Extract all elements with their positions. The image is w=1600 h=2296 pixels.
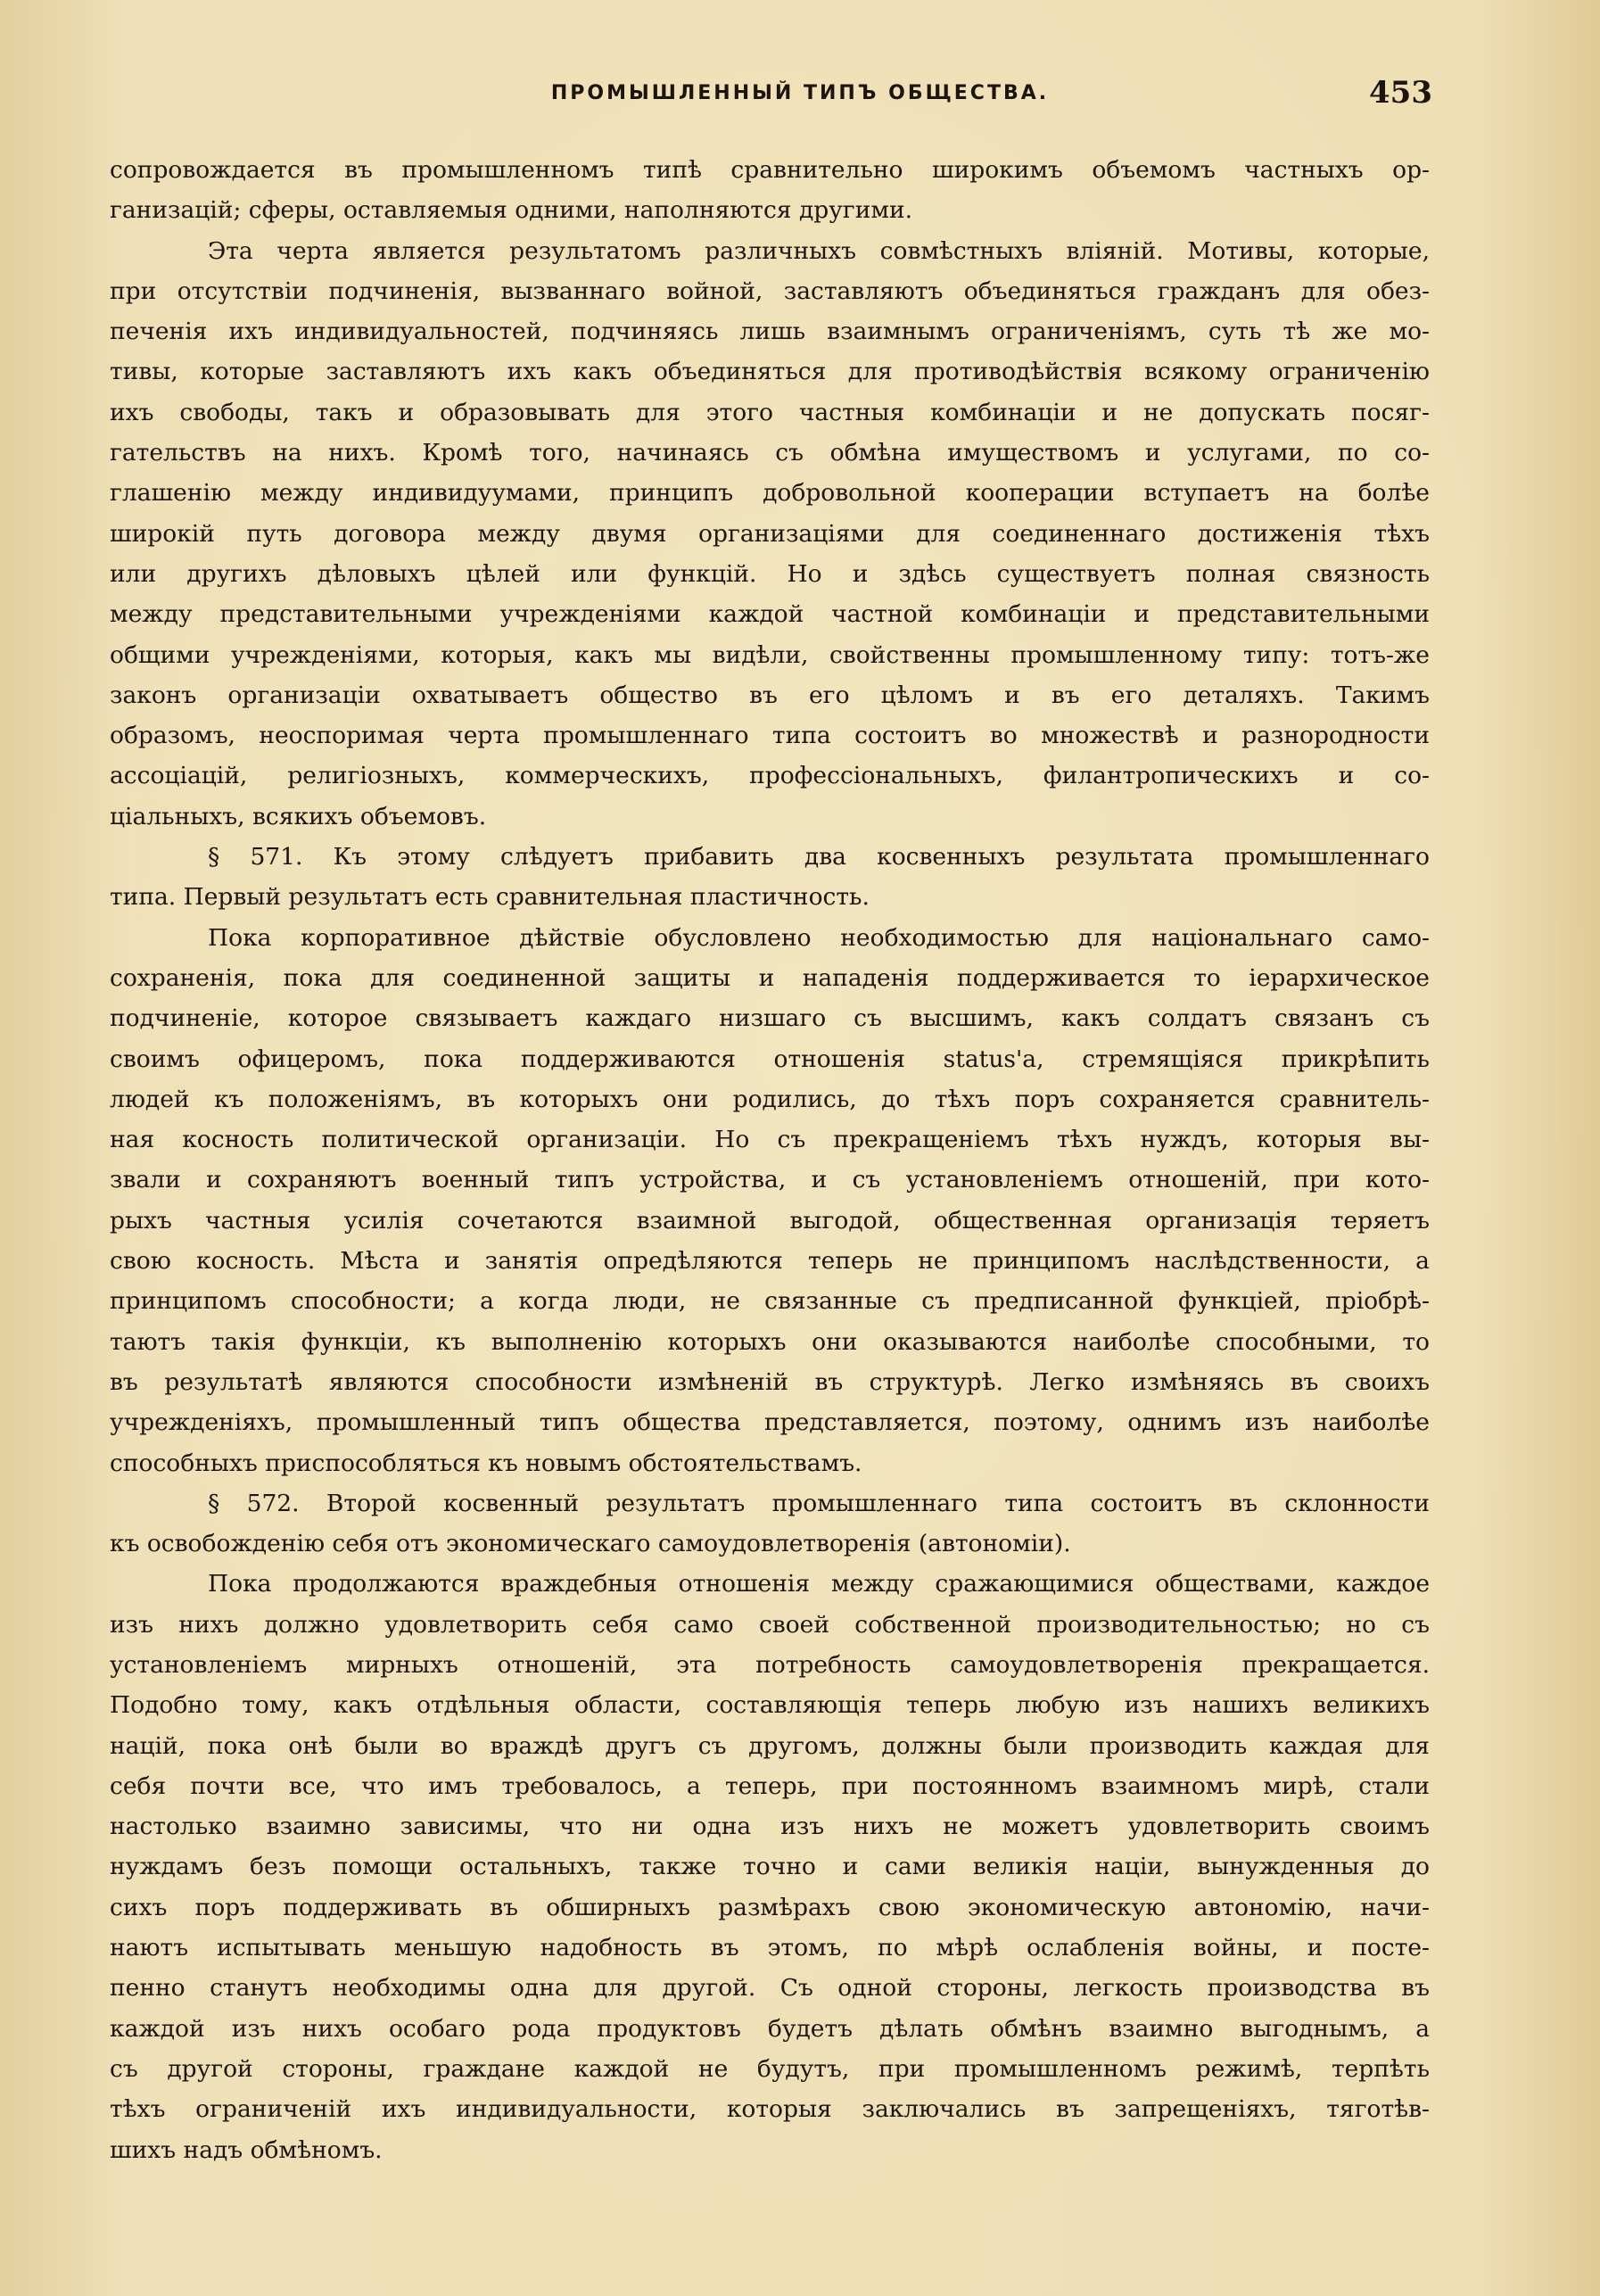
text-line: звали и сохраняютъ военный типъ устройства, и съ установленіемъ отношеній, при кото- [110,1166,1430,1194]
text-line: общими учрежденіями, которыя, какъ мы видѣли, свойственны промышленному типу: тотъ-же [110,640,1430,669]
paragraph [110,231,1430,837]
page-number: 453 [1369,75,1432,111]
text-line: ихъ свободы, такъ и образовывать для этого частныя комбинаціи и не допускать посяг- [110,398,1430,426]
text-line: сопровождается въ промышленномъ типѣ сравнительно широкимъ объемомъ частныхъ ор- [110,156,1430,184]
text-line: націй, пока онѣ были во враждѣ другъ съ другомъ, должны были производить каждая для [110,1731,1430,1760]
text-line: наютъ испытывать меньшую надобность въ этомъ, по мѣрѣ ослабленія войны, и посте- [110,1934,1430,1962]
text-line: печенія ихъ индивидуальностей, подчиняясь лишь взаимнымъ ограниченіямъ, суть тѣ же мо- [110,318,1430,346]
text-line: изъ нихъ должно удовлетворить себя само своей собственной производительностью; но съ [110,1610,1430,1639]
text-line: гательствъ на нихъ. Кромѣ того, начинаясь съ обмѣна имуществомъ и услугами, по со- [110,439,1430,467]
text-line: способныхъ приспособляться къ новымъ обстоятельствамъ. [110,1449,862,1477]
text-line: съ другой стороны, граждане каждой не будутъ, при промышленномъ режимѣ, терпѣть [110,2054,1430,2083]
text-line: сихъ поръ поддерживать въ обширныхъ размѣрахъ свою экономическую автономію, начи- [110,1893,1430,1921]
text-line: Эта черта является результатомъ различныхъ совмѣстныхъ вліяній. Мотивы, которые, [208,236,1430,265]
text-line: типа. Первый результатъ есть сравнительная пластичность. [110,883,870,912]
text-line: свою косность. Мѣста и занятія опредѣляются теперь не принципомъ наслѣдственности, а [110,1247,1430,1276]
text-line: принципомъ способности; а когда люди, не связанные съ предписанной функціей, пріобрѣ- [110,1287,1430,1316]
text-line: къ освобожденію себя отъ экономическаго самоудовлетворенія (автономіи). [110,1530,1071,1558]
text-line: законъ организаціи охватываетъ общество въ его цѣломъ и въ его деталяхъ. Такимъ [110,681,1430,709]
page-header [0,73,1600,127]
text-line: себя почти все, что имъ требовалось, а теперь, при постоянномъ взаимномъ мирѣ, стали [110,1772,1430,1800]
text-line: образомъ, неоспоримая черта промышленнаго типа состоитъ во множествѣ и разнородности [110,722,1430,750]
paragraph [110,150,1430,231]
text-line: подчиненіе, которое связываетъ каждаго низшаго съ высшимъ, какъ солдатъ связанъ съ [110,1004,1430,1033]
text-line: таютъ такія функціи, къ выполненію которыхъ они оказываются наиболѣе способными, то [110,1327,1430,1356]
text-line: или другихъ дѣловыхъ цѣлей или функцій. Но и здѣсь существуетъ полная связность [110,559,1430,588]
text-line: своимъ офицеромъ, пока поддерживаются отношенія status'а, стремящіяся прикрѣпить [110,1045,1430,1073]
text-line: сохраненія, пока для соединенной защиты и нападенія поддерживается то іерархическое [110,963,1430,992]
paragraph [110,1564,1430,2169]
text-line: ганизацій; сферы, оставляемыя одними, наполняются другими. [110,196,913,225]
text-line: рыхъ частныя усилія сочетаются взаимной выгодой, общественная организація теряетъ [110,1206,1430,1235]
text-line: тивы, которые заставляютъ ихъ какъ объединяться для противодѣйствія всякому ограниченію [110,358,1430,386]
body-text [110,150,1430,2170]
text-line: Пока корпоративное дѣйствіе обусловлено необходимостью для національнаго само- [208,923,1430,952]
text-line: установленіемъ мирныхъ отношеній, эта потребность самоудовлетворенія прекращается. [110,1650,1430,1679]
text-line: учрежденіяхъ, промышленный типъ общества представляется, поэтому, однимъ изъ наиболѣе [110,1408,1430,1437]
text-line: ная косность политической организаціи. Но съ прекращеніемъ тѣхъ нуждъ, которыя вы- [110,1126,1430,1154]
text-line: глашенію между индивидуумами, принципъ добровольной кооперации вступаетъ на болѣе [110,479,1430,508]
text-line: нуждамъ безъ помощи остальныхъ, также точно и сами великія націи, вынужденныя до [110,1853,1430,1881]
paragraph [110,1483,1430,1565]
text-line: ціальныхъ, всякихъ объемовъ. [110,802,487,830]
text-line: людей къ положеніямъ, въ которыхъ они родились, до тѣхъ поръ сохраняется сравнитель- [110,1085,1430,1113]
text-line: широкій путь договора между двумя организаціями для соединеннаго достиженія тѣхъ [110,519,1430,548]
text-line: § 572. Второй косвенный результатъ промышленнаго типа состоитъ въ склонности [208,1489,1430,1517]
text-line: въ результатѣ являются способности измѣненій въ структурѣ. Легко измѣняясь въ своихъ [110,1367,1430,1396]
text-line: тѣхъ ограниченій ихъ индивидуальности, которыя заключались въ запрещеніяхъ, тяготѣв- [110,2095,1430,2124]
text-line: при отсутствіи подчиненія, вызваннаго войной, заставляютъ объединяться граждaнъ для обез- [110,277,1430,305]
text-line: шихъ надъ обмѣномъ. [110,2135,383,2164]
running-title: ПРОМЫШЛЕННЫЙ ТИПЪ ОБЩЕСТВА. [550,82,1050,104]
text-line: Подобно тому, какъ отдѣльныя области, составляющія теперь любую изъ нашихъ великихъ [110,1691,1430,1720]
text-line: каждой изъ нихъ особаго рода продуктовъ будетъ дѣлать обмѣнъ взаимно выгоднымъ, а [110,2014,1430,2043]
paragraph [110,837,1430,918]
text-line: Пока продолжаются враждебныя отношенія между сражающимися обществами, каждое [208,1570,1430,1598]
text-line: § 571. Къ этому слѣдуетъ прибавить два косвенныхъ результата промышленнаго [208,843,1430,871]
text-line: между представительными учрежденіями каждой частной комбинаціи и представительными [110,600,1430,629]
text-line: ассоціацій, религіозныхъ, коммерческихъ, профессіональныхъ, филантропическихъ и со- [110,762,1430,790]
paragraph [110,918,1430,1483]
text-line: настолько взаимно зависимы, что ни одна изъ нихъ не можетъ удовлетворить своимъ [110,1813,1430,1841]
text-line: пенно станутъ необходимы одна для другой. Съ одной стороны, легкость производства въ [110,1974,1430,2003]
